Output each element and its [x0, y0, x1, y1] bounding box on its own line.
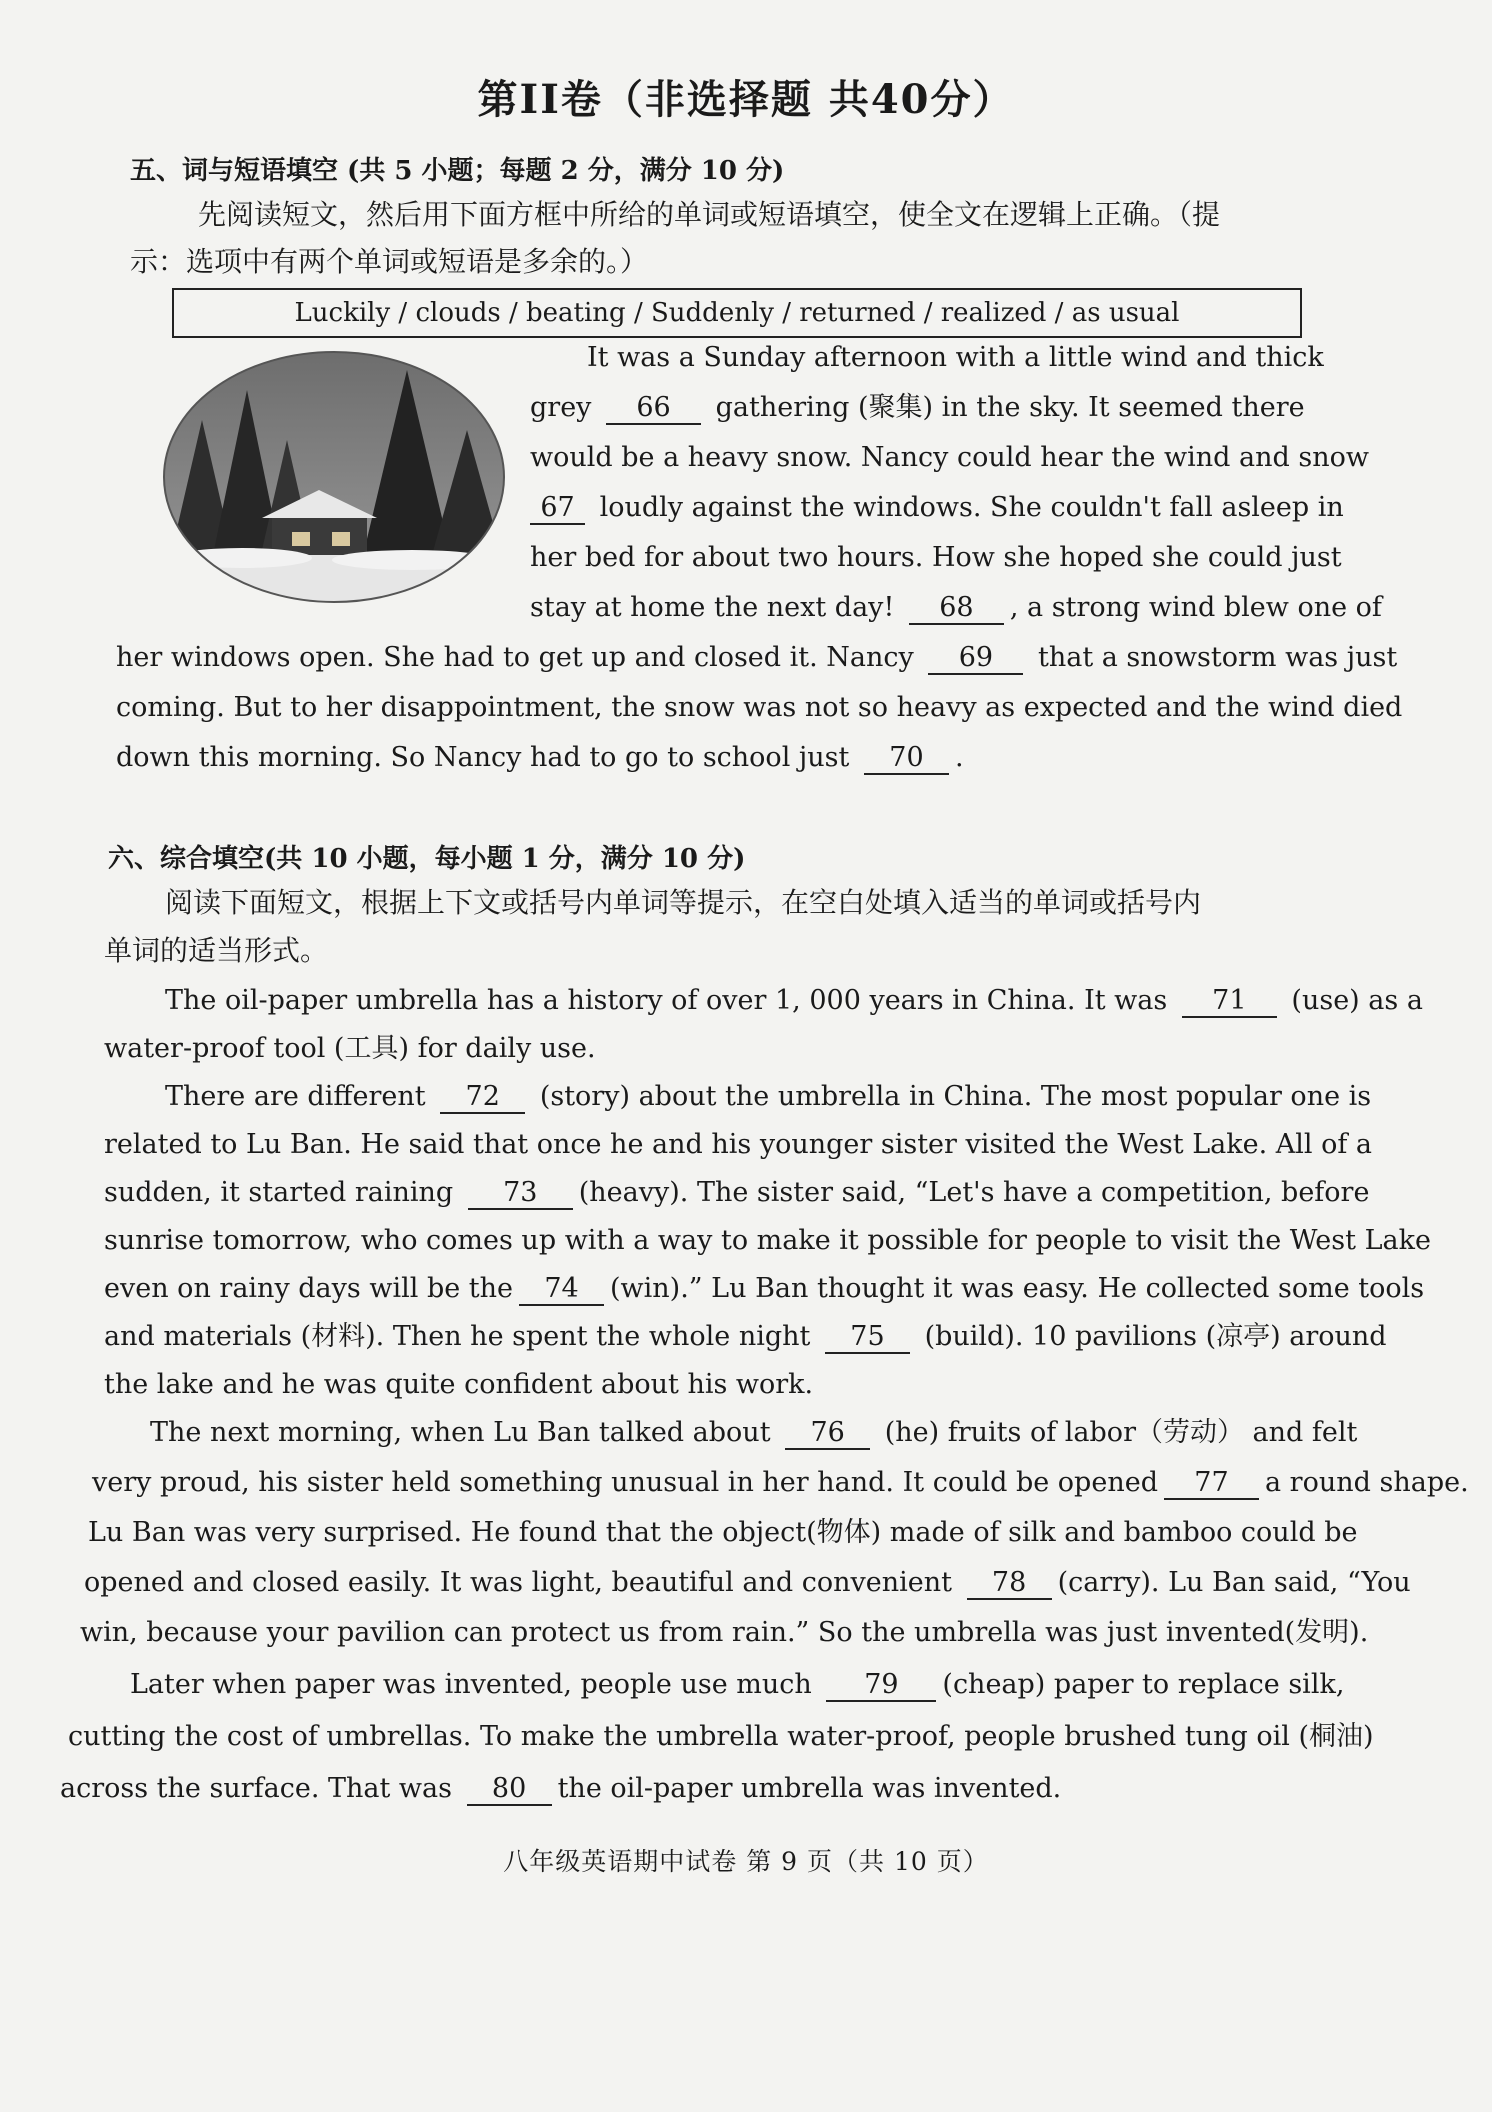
passage2-line: [165, 976, 1423, 1026]
text: .: [954, 742, 964, 773]
passage2-line: win, because your pavilion can protect us from rain.” So the umbrella was just invented(发明).: [80, 1617, 1369, 1648]
text: a round shape.: [1264, 1467, 1469, 1498]
text: (win).” Lu Ban thought it was easy. He collected some tools: [610, 1273, 1425, 1304]
text: There are different: [165, 1081, 426, 1112]
passage2-line: related to Lu Ban. He said that once he and his younger sister visited the West Lake. All of a: [104, 1129, 1373, 1160]
blank-76[interactable]: 76: [785, 1418, 870, 1450]
text: The oil-paper umbrella has a history of over 1, 000 years in China. It was: [165, 985, 1168, 1016]
section6-instruction-2: 单词的适当形式。: [104, 934, 329, 967]
text: grey: [530, 392, 592, 423]
passage1-line: [116, 633, 1397, 683]
text: down this morning. So Nancy had to go to school just: [116, 742, 850, 773]
text: gathering (聚集) in the sky. It seemed there: [715, 392, 1305, 423]
blank-69[interactable]: 69: [928, 643, 1023, 675]
text: even on rainy days will be the: [104, 1273, 514, 1304]
passage1-line: [530, 583, 1382, 633]
passage2-line: sunrise tomorrow, who comes up with a way to make it possible for people to visit the West Lake: [104, 1225, 1431, 1256]
page-footer: 八年级英语期中试卷 第 9 页（共 10 页）: [503, 1847, 989, 1876]
blank-77[interactable]: 77: [1164, 1468, 1259, 1500]
blank-74[interactable]: 74: [519, 1274, 604, 1306]
passage1-line: [116, 733, 964, 783]
text: (build). 10 pavilions (凉亭) around: [924, 1321, 1387, 1352]
passage2-line: [92, 1458, 1469, 1508]
text: opened and closed easily. It was light, beautiful and convenient: [84, 1567, 952, 1598]
section5-instruction-2: 示：选项中有两个单词或短语是多余的。）: [130, 245, 649, 278]
text: , a strong wind blew one of: [1009, 592, 1382, 623]
passage2-line: [60, 1764, 1061, 1814]
text: loudly against the windows. She couldn't fall asleep in: [599, 492, 1344, 523]
section6-heading: 六、综合填空(共 10 小题，每小题 1 分，满分 10 分): [108, 844, 746, 874]
passage1-line: It was a Sunday afternoon with a little wind and thick: [587, 342, 1324, 373]
text: her windows open. She had to get up and closed it. Nancy: [116, 642, 914, 673]
passage2-line: [104, 1168, 1369, 1218]
blank-68[interactable]: 68: [909, 593, 1004, 625]
text: (story) about the umbrella in China. The most popular one is: [539, 1081, 1372, 1112]
text: and materials (材料). Then he spent the whole night: [104, 1321, 811, 1352]
passage2-line: [104, 1312, 1387, 1362]
blank-70[interactable]: 70: [864, 743, 949, 775]
passage2-line: [150, 1408, 1357, 1458]
text: Later when paper was invented, people use much: [130, 1669, 812, 1700]
passage1-line: her bed for about two hours. How she hoped she could just: [530, 542, 1342, 573]
blank-80[interactable]: 80: [467, 1774, 552, 1806]
passage1-line: would be a heavy snow. Nancy could hear the wind and snow: [530, 442, 1369, 473]
passage1-line: [530, 483, 1344, 533]
text: very proud, his sister held something unusual in her hand. It could be opened: [92, 1467, 1158, 1498]
passage2-line: [84, 1558, 1411, 1608]
section5-heading: 五、词与短语填空 (共 5 小题；每题 2 分，满分 10 分): [130, 156, 785, 186]
text: stay at home the next day!: [530, 592, 895, 623]
blank-73[interactable]: 73: [468, 1178, 573, 1210]
text: (he) fruits of labor（劳动） and felt: [884, 1417, 1358, 1448]
section6-instruction-1: 阅读下面短文，根据上下文或括号内单词等提示，在空白处填入适当的单词或括号内: [165, 886, 1202, 919]
blank-79[interactable]: 79: [826, 1670, 936, 1702]
text: (cheap) paper to replace silk,: [942, 1669, 1345, 1700]
text: The next morning, when Lu Ban talked about: [150, 1417, 771, 1448]
passage2-line: Lu Ban was very surprised. He found that the object(物体) made of silk and bamboo could be: [88, 1517, 1358, 1548]
passage2-line: [104, 1264, 1424, 1314]
text: the oil-paper umbrella was invented.: [557, 1773, 1062, 1804]
passage2-line: [130, 1660, 1344, 1710]
text: across the surface. That was: [60, 1773, 452, 1804]
blank-67[interactable]: 67: [530, 493, 585, 525]
blank-78[interactable]: 78: [967, 1568, 1052, 1600]
text: sudden, it started raining: [104, 1177, 454, 1208]
word-box: Luckily / clouds / beating / Suddenly / returned / realized / as usual: [172, 288, 1302, 338]
blank-66[interactable]: 66: [606, 393, 701, 425]
snowy-cabin-image: [162, 350, 507, 605]
blank-72[interactable]: 72: [440, 1082, 525, 1114]
blank-71[interactable]: 71: [1182, 986, 1277, 1018]
passage2-line: [165, 1072, 1371, 1122]
text: that a snowstorm was just: [1037, 642, 1398, 673]
passage2-line: cutting the cost of umbrellas. To make the umbrella water-proof, people brushed tung oil (桐油): [68, 1721, 1374, 1752]
passage2-line: the lake and he was quite confident about his work.: [104, 1369, 814, 1400]
passage1-line: [530, 383, 1305, 433]
page-title: 第II卷（非选择题 共40分）: [477, 76, 1015, 123]
text: (use) as a: [1291, 985, 1423, 1016]
passage2-line: water-proof tool (工具) for daily use.: [104, 1033, 596, 1064]
section5-instruction-1: 先阅读短文，然后用下面方框中所给的单词或短语填空，使全文在逻辑上正确。（提: [198, 198, 1221, 231]
passage1-line: coming. But to her disappointment, the snow was not so heavy as expected and the wind died: [116, 692, 1403, 723]
text: (carry). Lu Ban said, “You: [1057, 1567, 1411, 1598]
blank-75[interactable]: 75: [825, 1322, 910, 1354]
text: (heavy). The sister said, “Let's have a competition, before: [578, 1177, 1370, 1208]
